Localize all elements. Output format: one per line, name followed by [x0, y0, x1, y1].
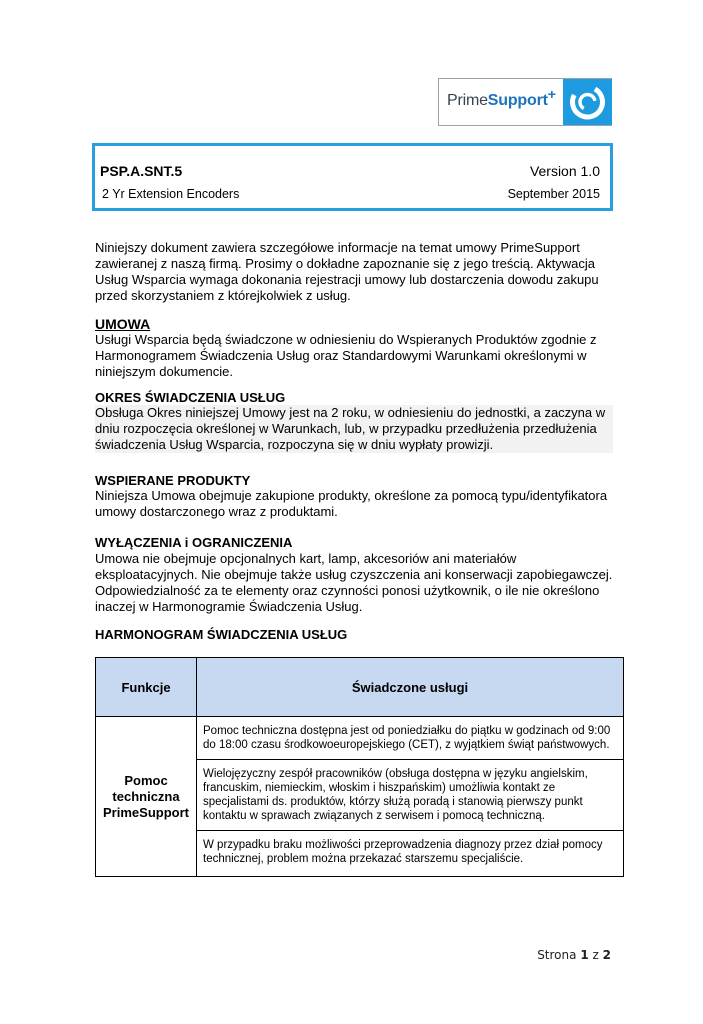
section-heading-produkty: WSPIERANE PRODUKTY — [95, 473, 251, 488]
service-schedule-table — [95, 657, 624, 877]
column-header-services: Świadczone usługi — [197, 658, 624, 717]
table-row — [96, 717, 624, 760]
section-heading-wylaczenia: WYŁĄCZENIA i OGRANICZENIA — [95, 535, 293, 550]
page-number: Strona 1 z 2 — [537, 948, 611, 962]
section-text-wylaczenia: Umowa nie obejmuje opcjonalnych kart, lamp, akcesoriów ani materiałów eksploatacyjnych. Nie obejmuje także usług czyszczenia ani konserwacji zapobiegawczej. Odpowiedzialność za te elementy oraz czynności ponosi użytkownik, o ile nie określono inaczej w Harmonogramie Świadczenia Usług. — [95, 551, 613, 614]
section-heading-harmonogram: HARMONOGRAM ŚWIADCZENIA USŁUG — [95, 627, 348, 642]
table-header-row — [96, 658, 624, 717]
document-date: September 2015 — [507, 187, 600, 201]
section-heading-okres: OKRES ŚWIADCZENIA USŁUG — [95, 390, 286, 405]
logo-wordmark: PrimeSupport+ — [447, 86, 556, 109]
logo-ring-icon — [563, 79, 612, 125]
service-cell: W przypadku braku możliwości przeprowadzenia diagnozy przez dział pomocy technicznej, problem można przekazać starszemu specjaliście. — [197, 831, 624, 877]
section-heading-umowa: UMOWA — [95, 316, 151, 332]
section-text-umowa: Usługi Wsparcia będą świadczone w odniesieniu do Wspieranych Produktów zgodnie z Harmonogramem Świadczenia Usług oraz Standardowymi Warunkami określonymi w niniejszym dokumencie. — [95, 332, 597, 379]
service-cell: Pomoc techniczna dostępna jest od poniedziałku do piątku w godzinach od 9:00 do 18:00 czasu środkowoeuropejskiego (CET), z wyjątkiem świąt państwowych. — [197, 717, 624, 760]
section-text-okres: Obsługa Okres niniejszej Umowy jest na 2 roku, w odniesieniu do jednostki, a zaczyna w dniu rozpoczęcia określonej w Warunkach, lub, w przypadku przedłużenia przedłużenia świadczenia Usług Wsparcia, rozpoczyna się w dniu wypłaty prowizji. — [95, 405, 613, 453]
document-version: Version 1.0 — [529, 163, 600, 179]
function-cell: Pomoc techniczna PrimeSupport — [96, 717, 197, 877]
primesupport-logo — [438, 78, 612, 126]
document-code: PSP.A.SNT.5 — [100, 163, 183, 179]
intro-paragraph: Niniejszy dokument zawiera szczegółowe informacje na temat umowy PrimeSupport zawieranej z naszą firmą. Prosimy o dokładne zapoznanie się z jego treścią. Aktywacja Usług Wsparcia wymaga dokonania rejestracji umowy lub dostarczenia dowodu zakupu przed skorzystaniem z którejkolwiek z usług. — [95, 240, 599, 303]
service-cell: Wielojęzyczny zespół pracowników (obsługa dostępna w języku angielskim, francuskim, niemieckim, włoskim i hiszpańskim) umożliwia kontakt ze specjalistami ds. produktów, którzy służą poradą i stanowią pierwszy punkt kontaktu w sprawach związanych z serwisem i pomocą techniczną. — [197, 760, 624, 831]
section-text-produkty: Niniejsza Umowa obejmuje zakupione produkty, określone za pomocą typu/identyfikatora umowy dostarczonego wraz z produktami. — [95, 488, 608, 519]
column-header-function: Funkcje — [96, 658, 197, 717]
product-name: 2 Yr Extension Encoders — [102, 187, 240, 201]
document-header-box — [92, 143, 613, 211]
